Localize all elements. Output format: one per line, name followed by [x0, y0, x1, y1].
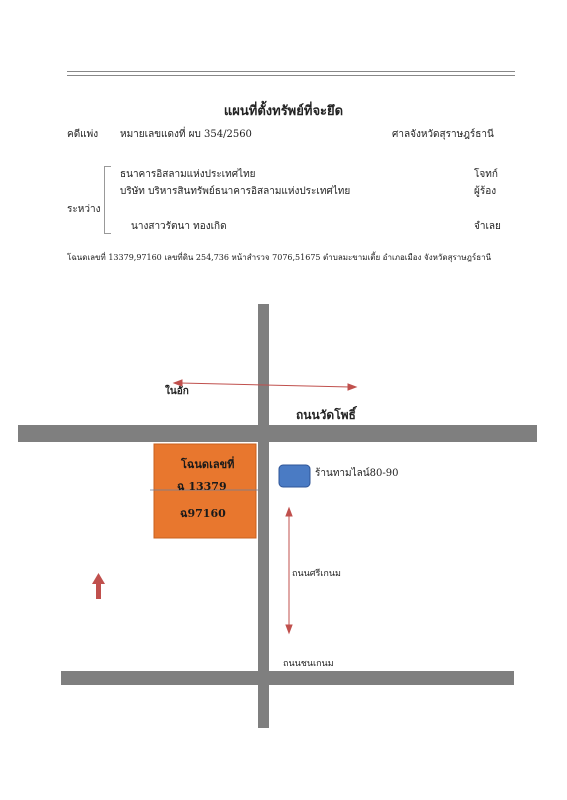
- road-bottom-horizontal: [61, 671, 514, 685]
- road-main-label: ถนนวัดโพธิ์: [296, 408, 356, 422]
- party-role-plaintiff: โจทก์: [474, 169, 498, 180]
- page-title: แผนที่ตั้งทรัพย์ที่จะยึด: [223, 104, 344, 119]
- party-name-plaintiff: ธนาคารอิสลามแห่งประเทศไทย: [120, 169, 256, 180]
- between-label: ระหว่าง: [67, 204, 101, 215]
- party-name-defendant: นางสาวรัตนา ทองเกิด: [131, 221, 227, 232]
- case-type: คดีแพ่ง: [67, 129, 99, 140]
- shop-label: ร้านทามไลน์80-90: [315, 468, 399, 479]
- party-name-petitioner: บริษัท บริหารสินทรัพย์ธนาคารอิสลามแห่งประเทศไทย: [120, 186, 351, 197]
- party-role-petitioner: ผู้ร้อง: [474, 186, 497, 197]
- road-bottom-label: ถนนชนเกนม: [283, 659, 334, 669]
- north-arrow-icon: [92, 573, 105, 599]
- road-main-horizontal: [18, 425, 537, 442]
- parcel-label-deed-2: ฉ97160: [180, 507, 226, 520]
- road-vertical: [258, 304, 269, 728]
- case-number: หมายเลขแดงที่ ผบ 354/2560: [120, 129, 252, 140]
- inside-label: ในอัก: [165, 386, 189, 397]
- shop-marker: [279, 465, 310, 487]
- parcel-label-deed-1: ฉ 13379: [177, 480, 227, 493]
- court-name: ศาลจังหวัดสุราษฎร์ธานี: [392, 129, 494, 140]
- parcel-label-title: โฉนดเลขที่: [181, 458, 235, 471]
- deed-info-line: โฉนดเลขที่ 13379,97160 เลขที่ดิน 254,736 หน้าสำรวจ 7076,51675 ตำบลมะขามเตี้ย อำเภอเมือง จังหวัดสุราษฎร์ธานี: [67, 253, 492, 262]
- road-vertical-label: ถนนศรีเกนม: [292, 569, 341, 579]
- party-role-defendant: จำเลย: [474, 221, 501, 232]
